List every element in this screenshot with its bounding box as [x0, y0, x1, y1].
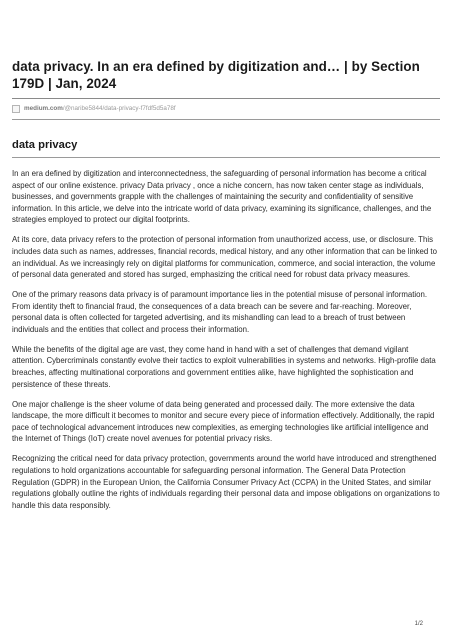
page-number: 1/2 [414, 621, 423, 627]
section-heading: data privacy [12, 139, 78, 151]
title-divider [12, 98, 440, 99]
paragraph: One major challenge is the sheer volume of data being generated and processed daily. The more extensive the data landscape, the more difficult it becomes to monitor and secure every piece of information effectively. Additionally, the rapid pace of technological advancement introduces new complexities, as emerging technologies like artificial intelligence and the Internet of Things (IoT) create novel avenues for potential privacy risks. [12, 399, 435, 444]
source-path: /@naribe5844/data-privacy-f7fdf5d5a78f [62, 105, 176, 112]
source-domain: medium.com [24, 105, 63, 112]
paragraph: Recognizing the critical need for data privacy protection, governments around the world have introduced and strengthened regulations to hold organizations accountable for safeguarding personal information. The General Data Protection Regulation (GDPR) in the European Union, the California Consumer Privacy Act (CCPA) in the United States, and similar regulations globally outline the rights of individuals regarding their personal data and impose obligations on organizations to handle this data responsibly. [12, 454, 440, 510]
paragraph: While the benefits of the digital age are vast, they come hand in hand with a set of challenges that demand vigilant attention. Cybercriminals constantly evolve their tactics to exploit vulnerabilities in systems and networks. High-profile data breaches, affecting multinational corporations and government entities alike, have highlighted the sophistication and persistence of these threats. [12, 344, 436, 389]
favicon-icon [12, 105, 20, 113]
section-divider [12, 157, 440, 158]
paragraph: One of the primary reasons data privacy is of paramount importance lies in the potential misuse of personal information. From identity theft to financial fraud, the consequences of a data breach can be severe and far-reaching. Moreover, personal data is often collected for targeted advertising, and its mishandling can lead to a breach of trust between individuals and the entities that collect and process their information. [12, 290, 428, 334]
article-body [12, 168, 440, 511]
paragraph: In an era defined by digitization and interconnectedness, the safeguarding of personal information has become a critical aspect of our online existence. privacy Data privacy , once a niche concern, has now taken center stage as individuals, businesses, and governments grapple with the challenges of maintaining the security and confidentiality of sensitive information. In this article, we delve into the intricate world of data privacy, examining its significance, challenges, and the strategies employed to protect our digital footprints. [12, 169, 432, 225]
source-url[interactable] [24, 105, 176, 112]
document-title: data privacy. In an era defined by digitization and… | by Section 179D | Jan, 2024 [12, 59, 420, 91]
source-divider [12, 119, 440, 120]
source-row [12, 102, 440, 115]
paragraph: At its core, data privacy refers to the protection of personal information from unauthorized access, use, or disclosure. This includes data such as names, addresses, financial records, medical history, and any other information that can be linked to an individual. As we increasingly rely on digital platforms for communication, commerce, and social interaction, the volume of personal data generated and stored has surged, emphasizing the critical need for robust data privacy measures. [12, 235, 437, 280]
